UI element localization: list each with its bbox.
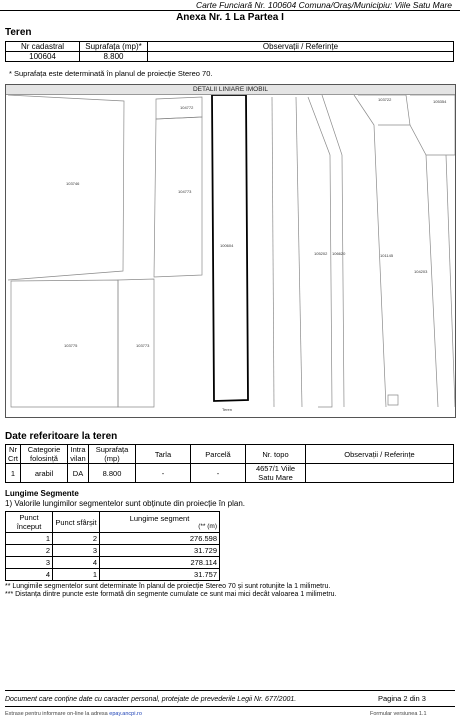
segment-end-cell: 1 [53, 569, 100, 581]
anexa-title: Anexa Nr. 1 La Partea I [176, 12, 284, 23]
date-referitoare-table [5, 444, 454, 483]
col-tarla: Tarla [136, 445, 191, 464]
parcel-plan-drawing [6, 95, 455, 417]
col-punct-inceput: Punct început [6, 512, 53, 533]
segment-length-cell: 276.598 [100, 533, 220, 545]
col-lungime-segment [100, 512, 220, 533]
formular-version: Formular versiunea 1.1 [370, 711, 427, 717]
parcel-104203 [410, 125, 438, 407]
segment-length-cell: 31.757 [100, 569, 220, 581]
carte-funciara-title: Carte Funciară Nr. 100604 Comuna/Oraș/Municipiu: Viile Satu Mare [195, 0, 452, 10]
date-table-row [6, 464, 454, 483]
cell-intravilan: DA [68, 464, 89, 483]
label-103722: 103722 [378, 97, 392, 102]
parcel-101145 [354, 95, 386, 407]
small-structure [388, 395, 398, 405]
label-101145: 101145 [380, 253, 394, 258]
lungime-title: Lungime Segmente [5, 489, 79, 498]
teren-table-header [6, 42, 454, 52]
segment-length-cell: 31.729 [100, 545, 220, 557]
parcel-104772 [156, 97, 202, 119]
col-nr-crt: Nr Crt [6, 445, 21, 464]
segment-table [5, 511, 220, 581]
label-103775: 103775 [64, 343, 78, 348]
label-103773: 103773 [136, 343, 150, 348]
label-100604: 100604 [220, 243, 234, 248]
col-nr-cadastral: Nr cadastral [6, 42, 80, 52]
segment-end-cell: 3 [53, 545, 100, 557]
label-103746: 103746 [66, 181, 80, 186]
page-number: Pagina 2 din 3 [378, 694, 426, 703]
date-table-header [6, 445, 454, 464]
segment-row [6, 533, 220, 545]
cell-categorie: arabil [21, 464, 68, 483]
map-title: DETALII LINIARE IMOBIL [6, 85, 455, 95]
cell-suprafata-mp: 8.800 [89, 464, 136, 483]
parcel-105354 [410, 95, 455, 155]
cell-tarla: - [136, 464, 191, 483]
segment-length-cell: 278.114 [100, 557, 220, 569]
lungime-note-1: ** Lungimile segmentelor sunt determinate în planul de proiecție Stereo 70 și sunt rotunjite la 1 milimetru. [5, 583, 331, 590]
label-106620: 106620 [332, 251, 346, 256]
label-105202: 105202 [314, 251, 328, 256]
suprafata-note: * Suprafața este determinată în planul de proiecție Stereo 70. [9, 69, 213, 78]
segment-table-body [6, 533, 220, 581]
cell-suprafata: 8.800 [80, 52, 148, 62]
label-104772: 104772 [180, 105, 194, 110]
segment-end-cell: 4 [53, 557, 100, 569]
col-categorie: Categorie folosință [21, 445, 68, 464]
col-nr-topo: Nr. topo [246, 445, 306, 464]
col-parcela: Parcelă [191, 445, 246, 464]
cell-nr-topo: 4657/1 Viile Satu Mare [246, 464, 306, 483]
parcel-map [5, 84, 456, 418]
parcel-104773 [154, 117, 202, 277]
neighbour-right-edge [446, 155, 455, 407]
cell-observatii [148, 52, 454, 62]
main-parcel-100604 [212, 95, 248, 401]
segment-start-cell: 2 [6, 545, 53, 557]
footer-divider-bottom [5, 706, 455, 707]
col-suprafata: Suprafața (mp)* [80, 42, 148, 52]
segment-start-cell: 3 [6, 557, 53, 569]
segment-start-cell: 4 [6, 569, 53, 581]
segment-table-header [6, 512, 220, 533]
lungime-unit: (** (m) [198, 523, 217, 530]
personal-data-notice: Document care conține date cu caracter personal, protejate de prevederile Legii Nr. 677/2001. [5, 696, 297, 703]
lungime-note-2: *** Distanța dintre puncte este formată din segmente cumulate ce sunt mai mici decât valoarea 1 milimetru. [5, 591, 337, 598]
road-line-2 [296, 97, 302, 407]
col-observatii-ref: Observații / Referințe [306, 445, 454, 464]
cell-nr-cadastral: 100604 [6, 52, 80, 62]
label-104203: 104203 [414, 269, 428, 274]
col-intravilan: Intra vilan [68, 445, 89, 464]
cell-parcela: - [191, 464, 246, 483]
cell-nr-crt: 1 [6, 464, 21, 483]
col-suprafata-mp: Suprafața (mp) [89, 445, 136, 464]
teren-table-row [6, 52, 454, 62]
cell-observatii-ref [306, 464, 454, 483]
segment-end-cell: 2 [53, 533, 100, 545]
extract-notice [5, 711, 142, 717]
road-line [272, 97, 274, 407]
extract-url-link[interactable]: epay.ancpi.ro [109, 711, 142, 717]
label-105354: 105354 [433, 99, 447, 104]
header-divider [0, 10, 460, 11]
segment-start-cell: 1 [6, 533, 53, 545]
extract-text: Extrase pentru informare on-line la adresa [5, 711, 108, 717]
col-observatii: Observații / Referințe [148, 42, 454, 52]
lungime-segment-label: Lungime segment [129, 514, 190, 523]
teren-section-title: Teren [5, 27, 32, 38]
col-punct-sfarsit: Punct sfârșit [53, 512, 100, 533]
label-teren-bottom: Teren [222, 407, 233, 412]
lungime-subtitle: 1) Valorile lungimilor segmentelor sunt obținute din proiecție în plan. [5, 499, 245, 508]
parcel-103746 [8, 95, 124, 280]
segment-row [6, 557, 220, 569]
segment-row [6, 545, 220, 557]
segment-row [6, 569, 220, 581]
teren-table [5, 41, 454, 62]
label-104773: 104773 [178, 189, 192, 194]
date-referitoare-title: Date referitoare la teren [5, 431, 118, 442]
footer-divider-top [5, 690, 455, 691]
